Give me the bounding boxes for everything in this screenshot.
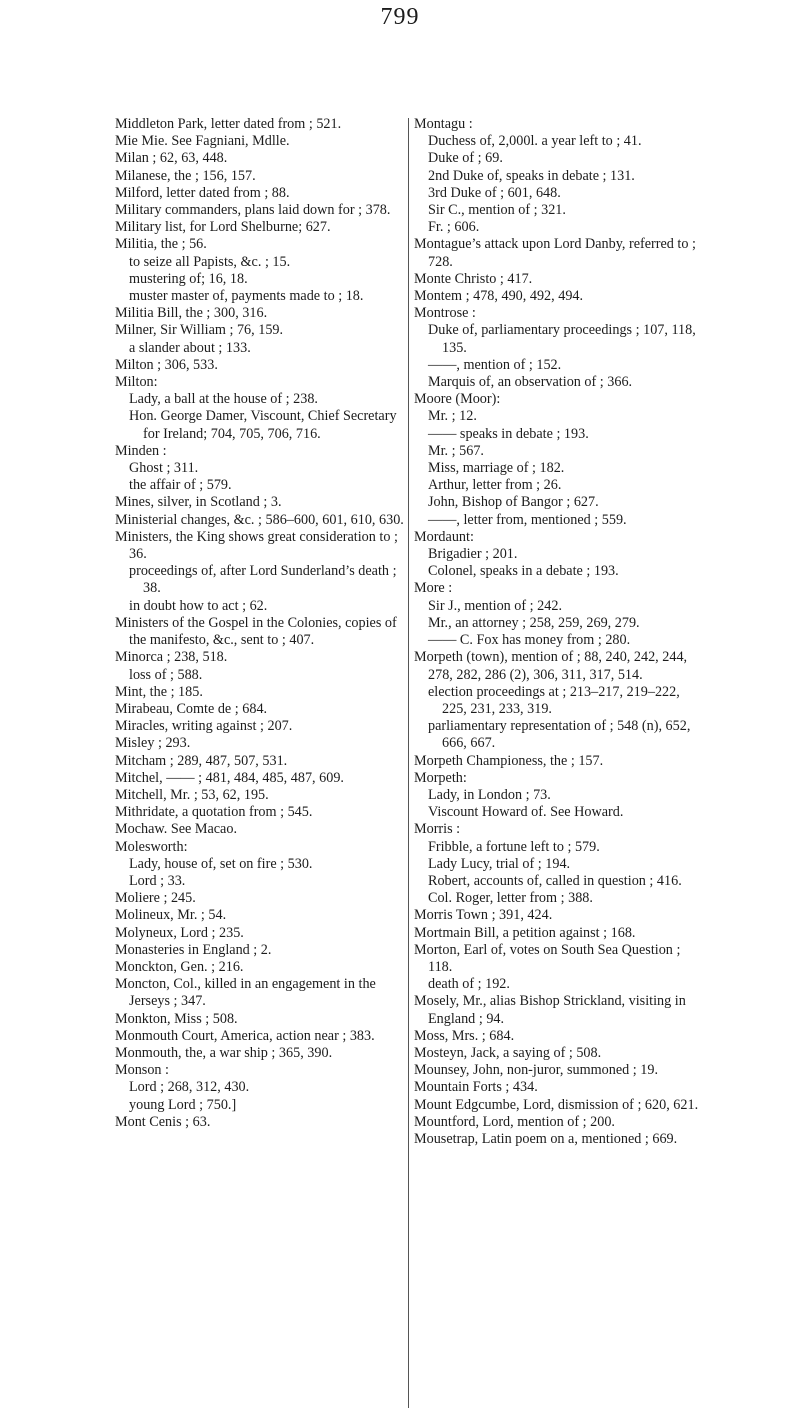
index-entry: Military list, for Lord Shelburne; 627. [115, 219, 331, 236]
index-entry: Mountain Forts ; 434. [414, 1079, 538, 1096]
index-entry: Ministers, the King shows great consideration to ; 36. [115, 528, 398, 563]
index-entry: Mithridate, a quotation from ; 545. [115, 804, 313, 821]
index-entry: Milford, letter dated from ; 88. [115, 184, 290, 201]
index-subentry: proceedings of, after Lord Sunderland’s death ; 38. [129, 563, 397, 597]
index-entry: Mosely, Mr., alias Bishop Strickland, visiting in England ; 94. [414, 993, 686, 1027]
index-entry: Ministers of the Gospel in the Colonies, copies of the manifesto, &c., sent to ; 407. [115, 614, 397, 649]
index-entry: Montem ; 478, 490, 492, 494. [414, 288, 584, 305]
index-subentry: —— speaks in debate ; 193. [428, 425, 589, 442]
index-subentry: Robert, accounts of, called in question ; 416. [428, 872, 682, 889]
index-entry: Militia Bill, the ; 300, 316. [115, 305, 268, 322]
index-entry: Mortmain Bill, a petition against ; 168. [414, 924, 636, 941]
index-entry: Monckton, Gen. ; 216. [115, 958, 244, 975]
index-subentry: to seize all Papists, &c. ; 15. [129, 253, 291, 270]
index-entry: Mirabeau, Comte de ; 684. [115, 700, 268, 717]
index-subentry: a slander about ; 133. [129, 339, 251, 356]
index-subentry: 2nd Duke of, speaks in debate ; 131. [428, 167, 635, 184]
index-entry: Mountford, Lord, mention of ; 200. [414, 1113, 615, 1130]
index-entry: Mordaunt: [414, 528, 474, 545]
index-subentry: young Lord ; 750.] [129, 1096, 237, 1113]
index-column-left [115, 116, 405, 1131]
index-entry: Milan ; 62, 63, 448. [115, 150, 228, 167]
index-entry: Montrose : [414, 305, 476, 322]
index-subentry: Duke of, parliamentary proceedings ; 107, 118, 135. [428, 322, 696, 356]
index-entry: Ministerial changes, &c. ; 586–600, 601, 610, 630. [115, 511, 404, 528]
index-entry: Mie Mie. See Fagniani, Mdlle. [115, 133, 290, 150]
index-subentry: Lady Lucy, trial of ; 194. [428, 855, 571, 872]
index-subentry: Colonel, speaks in a debate ; 193. [428, 563, 619, 580]
index-subentry: Miss, marriage of ; 182. [428, 460, 565, 477]
index-subentry: death of ; 192. [428, 976, 510, 993]
index-entry: Moncton, Col., killed in an engagement in the Jerseys ; 347. [115, 976, 376, 1010]
index-entry: Militia, the ; 56. [115, 236, 207, 253]
index-subentry: parliamentary representation of ; 548 (n), 652, 666, 667. [428, 718, 691, 752]
index-subentry: Marquis of, an observation of ; 366. [428, 374, 633, 391]
index-entry: Milner, Sir William ; 76, 159. [115, 322, 284, 339]
index-entry: Milton ; 306, 533. [115, 356, 218, 373]
index-entry: Misley ; 293. [115, 735, 191, 752]
index-entry: Middleton Park, letter dated from ; 521. [115, 116, 342, 132]
index-subentry: Mr. ; 567. [428, 442, 484, 459]
index-entry: Mont Cenis ; 63. [115, 1113, 211, 1130]
index-entry: Morpeth: [414, 769, 467, 786]
index-entry: Morris Town ; 391, 424. [414, 907, 553, 924]
index-subentry: Brigadier ; 201. [428, 546, 518, 563]
index-subentry: Lady, a ball at the house of ; 238. [129, 391, 318, 408]
index-entry: Morris : [414, 821, 461, 838]
index-subentry: Ghost ; 311. [129, 460, 199, 477]
index-entry: Mint, the ; 185. [115, 683, 203, 700]
index-entry: Mochaw. See Macao. [115, 821, 237, 838]
index-entry: Morpeth Championess, the ; 157. [414, 752, 604, 769]
index-subentry: —— C. Fox has money from ; 280. [428, 632, 631, 649]
index-entry: More : [414, 580, 453, 597]
index-subentry: Mr., an attorney ; 258, 259, 269, 279. [428, 614, 640, 631]
index-subentry: Fribble, a fortune left to ; 579. [428, 838, 600, 855]
index-entry: Monmouth, the, a war ship ; 365, 390. [115, 1044, 333, 1061]
index-entry: Montagu : [414, 116, 473, 132]
index-subentry: Mr. ; 12. [428, 408, 477, 425]
index-subentry: Duke of ; 69. [428, 150, 503, 167]
index-subentry: Viscount Howard of. See Howard. [428, 804, 624, 821]
index-entry: Moss, Mrs. ; 684. [414, 1027, 515, 1044]
index-entry: Military commanders, plans laid down for ; 378. [115, 202, 391, 219]
index-entry: Moliere ; 245. [115, 890, 196, 907]
index-subentry: Fr. ; 606. [428, 219, 480, 236]
index-subentry: loss of ; 588. [129, 666, 203, 683]
index-entry: Mosteyn, Jack, a saying of ; 508. [414, 1044, 602, 1061]
index-entry: Monson : [115, 1062, 169, 1079]
index-entry: Mitchell, Mr. ; 53, 62, 195. [115, 786, 269, 803]
index-entry: Molesworth: [115, 838, 188, 855]
index-entry: Mount Edgcumbe, Lord, dismission of ; 620, 621. [414, 1096, 699, 1113]
index-entry: Monkton, Miss ; 508. [115, 1010, 238, 1027]
index-subentry: Sir J., mention of ; 242. [428, 597, 562, 614]
index-subentry: Duchess of, 2,000l. a year left to ; 41. [428, 133, 642, 150]
index-subentry: ——, letter from, mentioned ; 559. [428, 511, 627, 528]
index-subentry: ——, mention of ; 152. [428, 356, 562, 373]
index-entry: Monte Christo ; 417. [414, 270, 533, 287]
index-entry: Mousetrap, Latin poem on a, mentioned ; 669. [414, 1130, 678, 1147]
index-subentry: 3rd Duke of ; 601, 648. [428, 184, 561, 201]
index-subentry: Lady, house of, set on fire ; 530. [129, 855, 313, 872]
column-divider [408, 118, 409, 1408]
index-subentry: Col. Roger, letter from ; 388. [428, 890, 593, 907]
index-entry: Mines, silver, in Scotland ; 3. [115, 494, 282, 511]
index-subentry: muster master of, payments made to ; 18. [129, 288, 364, 305]
index-entry: Mounsey, John, non-juror, summoned ; 19. [414, 1062, 659, 1079]
index-subentry: Lord ; 33. [129, 872, 186, 889]
index-subentry: Sir C., mention of ; 321. [428, 202, 566, 219]
index-entry: Morton, Earl of, votes on South Sea Question ; 118. [414, 941, 681, 975]
index-entry: Milton: [115, 374, 158, 391]
index-column-right [414, 116, 704, 1148]
index-subentry: Lady, in London ; 73. [428, 786, 551, 803]
index-entry: Milanese, the ; 156, 157. [115, 167, 256, 184]
index-entry: Molineux, Mr. ; 54. [115, 907, 227, 924]
index-entry: Monasteries in England ; 2. [115, 941, 272, 958]
index-subentry: the affair of ; 579. [129, 477, 232, 494]
index-entry: Monmouth Court, America, action near ; 383. [115, 1027, 375, 1044]
index-entry: Molyneux, Lord ; 235. [115, 924, 244, 941]
index-entry: Mitcham ; 289, 487, 507, 531. [115, 752, 288, 769]
index-subentry: John, Bishop of Bangor ; 627. [428, 494, 599, 511]
page-number: 799 [380, 4, 420, 30]
index-subentry: Lord ; 268, 312, 430. [129, 1079, 250, 1096]
index-entry: Miracles, writing against ; 207. [115, 718, 293, 735]
index-subentry: Arthur, letter from ; 26. [428, 477, 562, 494]
index-entry: Minorca ; 238, 518. [115, 649, 228, 666]
index-entry: Montague’s attack upon Lord Danby, referred to ; 728. [414, 236, 696, 270]
index-entry: Minden : [115, 442, 167, 459]
index-subentry: in doubt how to act ; 62. [129, 597, 268, 614]
index-subentry: Hon. George Damer, Viscount, Chief Secretary for Ireland; 704, 705, 706, 716. [129, 408, 397, 442]
index-entry: Mitchel, —— ; 481, 484, 485, 487, 609. [115, 769, 344, 786]
index-subentry: election proceedings at ; 213–217, 219–222, 225, 231, 233, 319. [428, 683, 680, 717]
index-entry: Morpeth (town), mention of ; 88, 240, 242, 244, 278, 282, 286 (2), 306, 311, 317, 514. [414, 649, 688, 683]
index-entry: Moore (Moor): [414, 391, 501, 408]
index-subentry: mustering of; 16, 18. [129, 270, 248, 287]
